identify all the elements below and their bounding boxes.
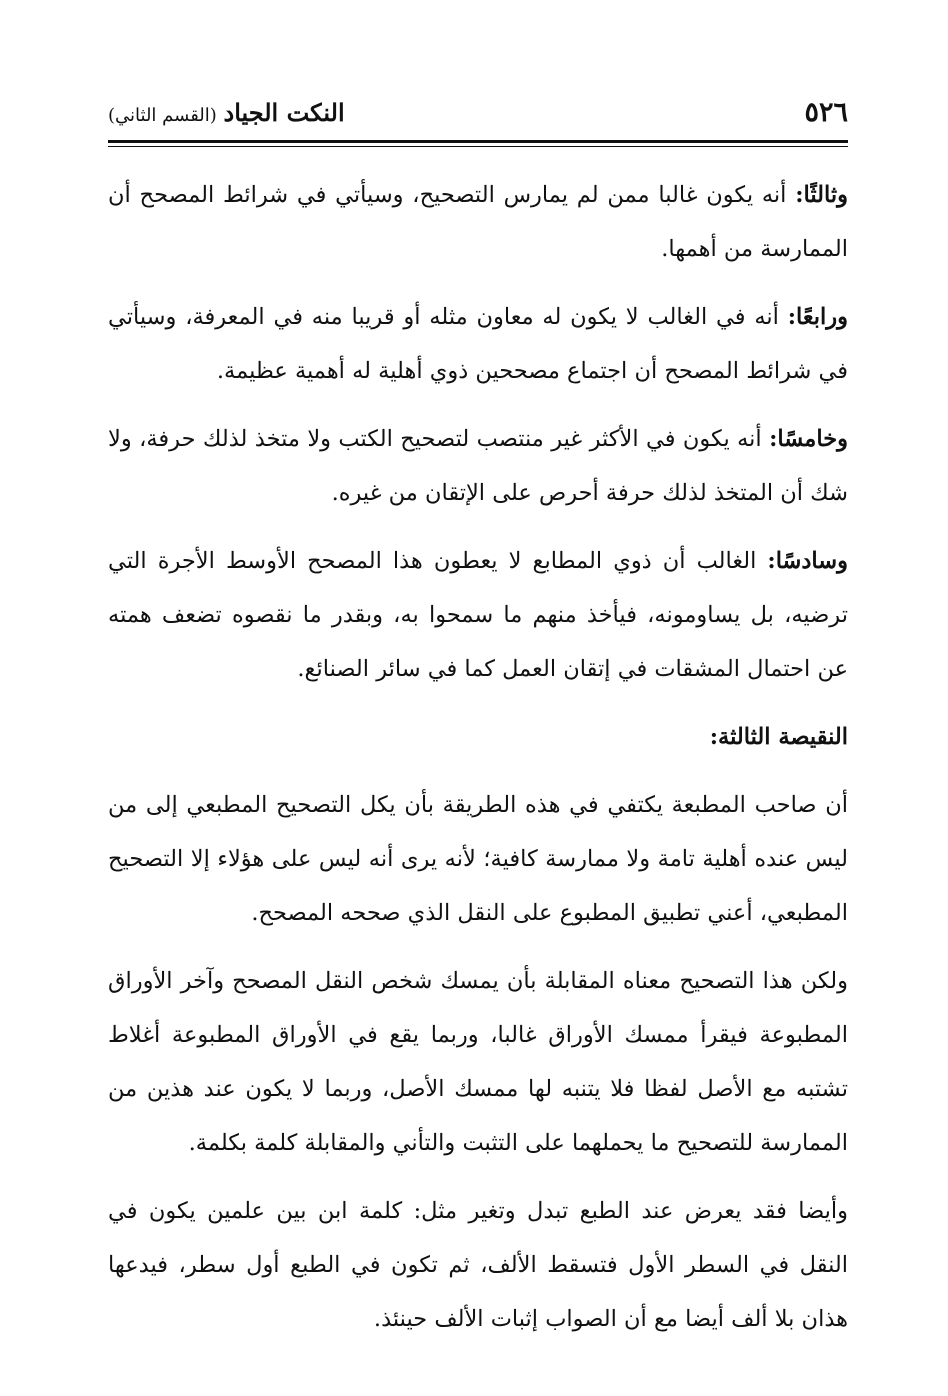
paragraph-lead: وثالثًا:: [795, 182, 848, 208]
paragraph-fourthly: [108, 290, 848, 398]
part-label: (القسم الثاني): [108, 104, 217, 126]
paragraph-fifthly: [108, 412, 848, 520]
paragraph-lead: وسادسًا:: [767, 548, 848, 574]
paragraph: أن صاحب المطبعة يكتفي في هذه الطريقة بأن يكل التصحيح المطبعي إلى من ليس عنده أهلية تامة ولا ممارسة كافية؛ لأنه يرى أنه ليس على هؤلاء إلا التصحيح المطبعي، أعني تطبيق المطبوع على النقل الذي صححه المصحح.: [108, 792, 848, 926]
paragraph-lead: ورابعًا:: [787, 304, 848, 330]
paragraph-sixthly: [108, 534, 848, 696]
book-title: النكت الجياد: [223, 97, 345, 127]
header-rule-thin: [108, 146, 848, 147]
paragraph-text: الغالب أن ذوي المطابع لا يعطون هذا المصحح الأوسط الأجرة التي ترضيه، بل يساومونه، فيأخذ منهم ما سمحوا به، وبقدر ما نقصوه تضعف همته عن احتمال المشقات في إتقان العمل كما في سائر الصنائع.: [108, 548, 848, 682]
body-text: [108, 168, 848, 1360]
paragraph-text: أنه يكون في الأكثر غير منتصب لتصحيح الكتب ولا متخذ لذلك حرفة، ولا شك أن المتخذ لذلك حرفة أحرص على الإتقان من غيره.: [108, 426, 848, 506]
page-number: ٥٢٦: [804, 96, 848, 128]
section-heading: النقيصة الثالثة:: [709, 724, 848, 750]
paragraph-text: أنه يكون غالبا ممن لم يمارس التصحيح، وسيأتي في شرائط المصحح أن الممارسة من أهمها.: [108, 182, 848, 262]
header-rule-thick: [108, 140, 848, 143]
paragraph-lead: وخامسًا:: [769, 426, 848, 452]
paragraph-thirdly: [108, 168, 848, 276]
paragraph-text: أنه في الغالب لا يكون له معاون مثله أو قريبا منه في المعرفة، وسيأتي في شرائط المصحح أن اجتماع مصححين ذوي أهلية له أهمية عظيمة.: [108, 304, 848, 384]
paragraph: وأيضا فقد يعرض عند الطبع تبدل وتغير مثل: كلمة ابن بين علمين يكون في النقل في السطر الأول فتسقط الألف، ثم تكون في الطبع أول سطر، فيدعها هذان بلا ألف أيضا مع أن الصواب إثبات الألف حينئذ.: [108, 1198, 848, 1332]
running-title: [108, 98, 345, 127]
paragraph: ولكن هذا التصحيح معناه المقابلة بأن يمسك شخص النقل المصحح وآخر الأوراق المطبوعة فيقرأ ممسك الأوراق غالبا، وربما يقع في الأوراق المطبوعة أغلاط تشتبه مع الأصل لفظا فلا يتنبه لها ممسك الأصل، وربما لا يكون عند هذين من الممارسة للتصحيح ما يحملهما على التثبت والتأني والمقابلة كلمة بكلمة.: [108, 968, 848, 1156]
page-header: [108, 92, 848, 132]
